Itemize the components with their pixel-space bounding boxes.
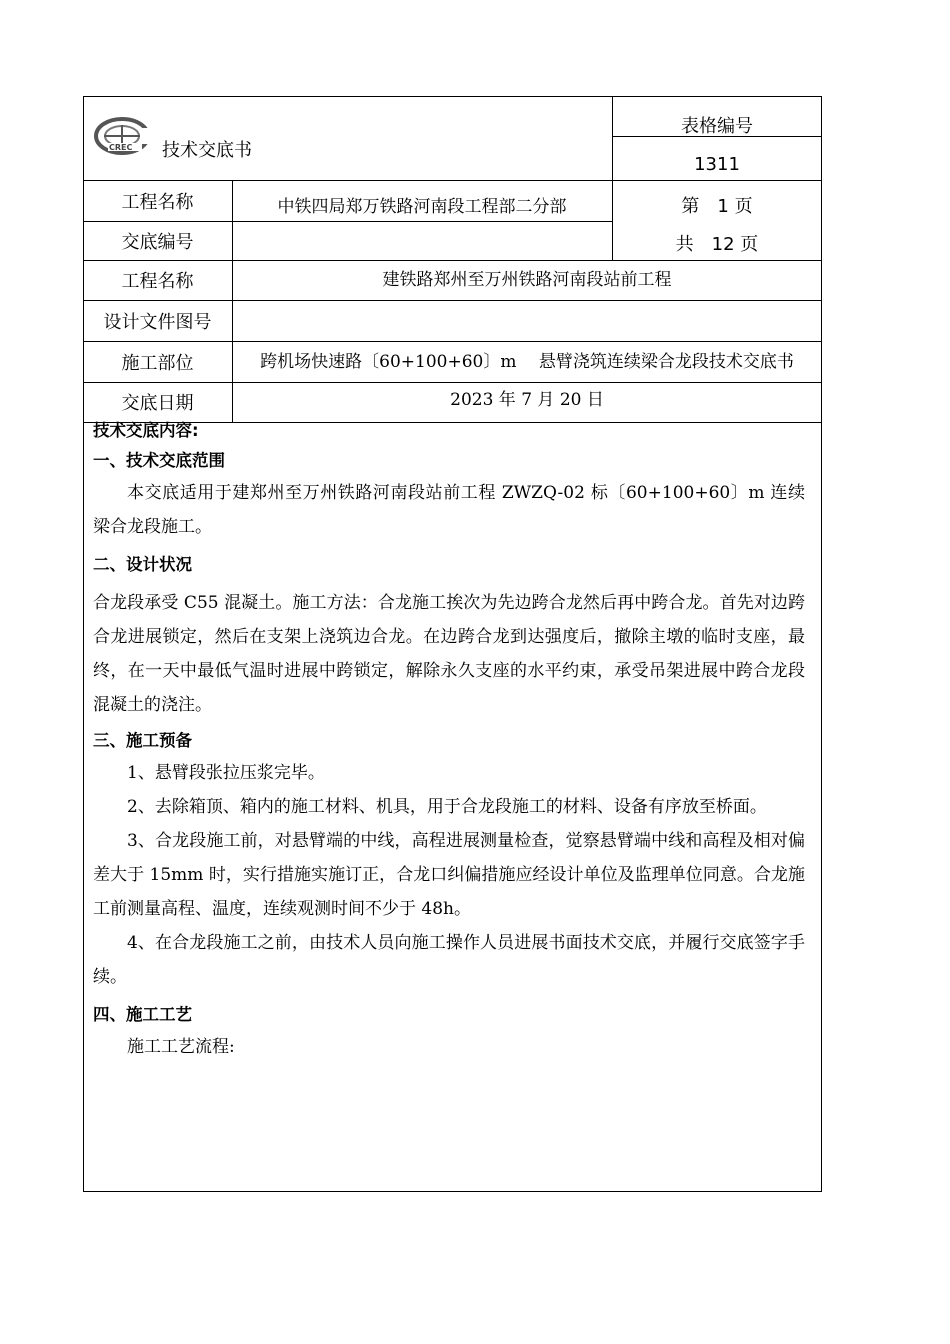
section-3-item-3: 3、合龙段施工前，对悬臂端的中线，高程进展测量检查，觉察悬臂端中线和高程及相对偏差大于 15mm 时，实行措施实施订正，合龙口纠偏措施应经设计单位及监理单位同意。合龙施工前测量高程、温度，连续观测时间不少于 48h。 (93, 831, 805, 919)
section-4-paragraph: 施工工艺流程: (127, 1037, 235, 1057)
section-2-paragraph: 合龙段承受 C55 混凝土。施工方法：合龙施工挨次为先边跨合龙然后再中跨合龙。首先对边跨合龙进展锁定，然后在支架上浇筑边合龙。在边跨合龙到达强度后，撤除主墩的临时支座，最终，在一天中最低气温时进展中跨锁定，解除永久支座的水平约束，承受吊架进展中跨合龙段混凝土的浇注。 (93, 593, 805, 715)
disclosure-no-value (232, 221, 612, 260)
section-4-title: 四、施工工艺 (93, 1005, 192, 1024)
disclosure-content (93, 420, 805, 1064)
section-1-paragraph: 本交底适用于建郑州至万州铁路河南段站前工程 ZWZQ-02 标〔60+100+60〕m 连续梁合龙段施工。 (93, 483, 805, 537)
content-label: 技术交底内容: (93, 421, 199, 440)
section-3-item-2: 2、去除箱顶、箱内的施工材料、机具，用于合龙段施工的材料、设备有序放至桥面。 (127, 797, 767, 817)
section-2-title: 二、设计状况 (93, 555, 192, 574)
disclosure-no-label: 交底编号 (121, 231, 194, 253)
form-title: 技术交底书 (162, 140, 252, 161)
construction-part-value: 跨机场快速路〔60+100+60〕m 悬臂浇筑连续梁合龙段技术交底书 (260, 352, 794, 372)
section-3-item-4: 4、在合龙段施工之前，由技术人员向施工操作人员进展书面技术交底，并履行交底签字手续。 (93, 933, 805, 987)
project-name2-label: 工程名称 (121, 271, 194, 292)
section-3-item-1: 1、悬臂段张拉压浆完毕。 (127, 763, 325, 783)
svg-text:CREC: CREC (109, 143, 133, 152)
section-3-title: 三、施工预备 (93, 731, 192, 750)
form-number-label: 表格编号 (681, 116, 753, 137)
section-1-title: 一、技术交底范围 (93, 451, 225, 470)
design-doc-value (232, 300, 822, 341)
page-current: 第 1 页 (681, 195, 753, 217)
company-logo-icon (94, 117, 156, 157)
date-value: 2023 年 7 月 20 日 (450, 389, 604, 410)
project-name2-value: 建铁路郑州至万州铁路河南段站前工程 (382, 269, 672, 290)
date-label: 交底日期 (121, 393, 194, 414)
page-total: 共 12 页 (675, 233, 759, 255)
project-name-value: 中铁四局郑万铁路河南段工程部二分部 (277, 197, 567, 217)
form-number-value: 1311 (694, 153, 740, 175)
design-doc-label: 设计文件图号 (103, 311, 212, 333)
project-name-label: 工程名称 (121, 191, 194, 213)
construction-part-label: 施工部位 (121, 352, 194, 374)
